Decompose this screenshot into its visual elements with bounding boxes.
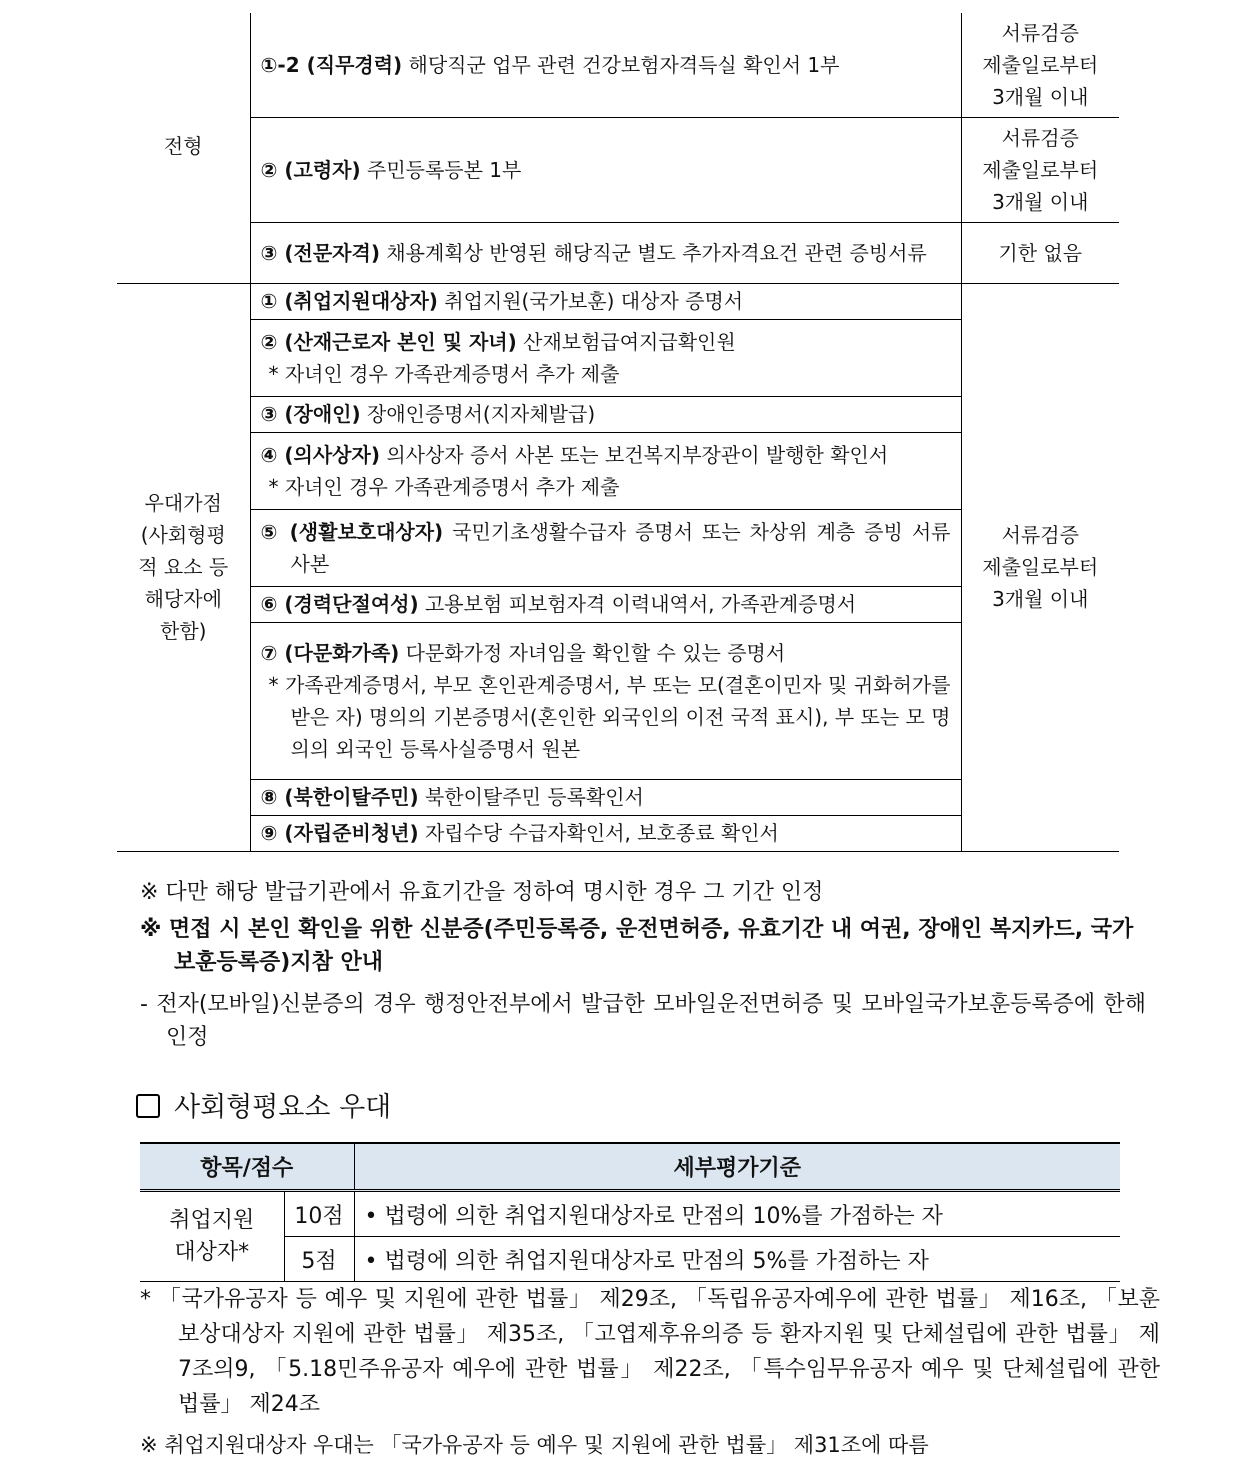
document-cell bbox=[250, 432, 961, 509]
table-row bbox=[117, 222, 1119, 283]
note-mobile-id: - 전자(모바일)신분증의 경우 행정안전부에서 발급한 모바일운전면허증 및 모바일국가보훈등록증에 한해 인정 bbox=[140, 992, 1146, 1050]
doc-text: 의사상자 증서 사본 또는 보건복지부장관이 발행한 확인서 bbox=[386, 442, 889, 467]
doc-text: 북한이탈주민 등록확인서 bbox=[424, 785, 644, 809]
table-row bbox=[117, 117, 1119, 222]
document-cell bbox=[250, 622, 961, 779]
deadline-cell: 서류검증 제출일로부터 3개월 이내 bbox=[961, 283, 1119, 851]
footnote-preference: ※ 취업지원대상자 우대는 「국가유공자 등 예우 및 지원에 관한 법률」 제31조에 따름 bbox=[140, 1433, 929, 1457]
points-cell: 5점 bbox=[284, 1237, 354, 1282]
doc-text: 산재보험급여지급확인원 bbox=[523, 329, 736, 354]
table-header-row bbox=[140, 1143, 1120, 1191]
document-cell bbox=[250, 509, 961, 586]
doc-note: * 가족관계증명서, 부모 혼인관계증명서, 부 또는 모(결혼이민자 및 귀화허가를 받은 자) 명의의 기본증명서(혼인한 외국인의 이전 국적 표시), 부 또는 모 명의의 외국인 등록사실증명서 원본 bbox=[268, 672, 951, 761]
doc-head: ①-2 (직무경력) bbox=[260, 52, 403, 77]
documents-table bbox=[117, 13, 1119, 852]
doc-note: * 자녀인 경우 가족관계증명서 추가 제출 bbox=[268, 474, 620, 499]
criteria-cell: • 법령에 의한 취업지원대상자로 만점의 10%를 가점하는 자 bbox=[354, 1191, 1120, 1237]
social-equity-table bbox=[140, 1142, 1120, 1282]
document-cell bbox=[250, 283, 961, 319]
document-cell bbox=[250, 13, 961, 117]
document-cell bbox=[250, 319, 961, 396]
doc-text: 취업지원(국가보훈) 대상자 증명서 bbox=[444, 289, 744, 313]
doc-head: ⑥ (경력단절여성) bbox=[260, 592, 419, 616]
doc-text: 고용보험 피보험자격 이력내역서, 가족관계증명서 bbox=[424, 592, 857, 616]
points-cell: 10점 bbox=[284, 1191, 354, 1237]
document-cell bbox=[250, 779, 961, 815]
table-row bbox=[117, 283, 1119, 319]
table-row bbox=[117, 13, 1119, 117]
doc-text: 자립수당 수급자확인서, 보호종료 확인서 bbox=[424, 821, 779, 845]
item-label: 취업지원 대상자* bbox=[140, 1191, 284, 1282]
deadline-cell: 서류검증 제출일로부터 3개월 이내 bbox=[961, 117, 1119, 222]
doc-head: ⑦ (다문화가족) bbox=[260, 640, 400, 665]
checkbox-square-icon bbox=[136, 1094, 160, 1118]
category-cell: 전형 bbox=[117, 13, 250, 283]
section-heading bbox=[136, 1085, 391, 1124]
doc-text: 해당직군 업무 관련 건강보험자격득실 확인서 1부 bbox=[408, 52, 840, 77]
doc-head: ⑧ (북한이탈주민) bbox=[260, 785, 419, 809]
doc-text: 다문화가정 자녀임을 확인할 수 있는 증명서 bbox=[405, 640, 786, 665]
header-criteria: 세부평가기준 bbox=[354, 1143, 1120, 1191]
doc-head: ② (고령자) bbox=[260, 157, 361, 182]
doc-text: 채용계획상 반영된 해당직군 별도 추가자격요건 관련 증빙서류 bbox=[386, 240, 927, 265]
deadline-cell: 기한 없음 bbox=[961, 222, 1119, 283]
document-cell bbox=[250, 815, 961, 851]
doc-head: ④ (의사상자) bbox=[260, 442, 380, 467]
doc-head: ① (취업지원대상자) bbox=[260, 289, 438, 313]
header-item-score: 항목/점수 bbox=[140, 1143, 354, 1191]
document-cell bbox=[250, 222, 961, 283]
doc-head: ③ (전문자격) bbox=[260, 240, 380, 265]
table-row bbox=[140, 1237, 1120, 1282]
criteria-cell: • 법령에 의한 취업지원대상자로 만점의 5%를 가점하는 자 bbox=[354, 1237, 1120, 1282]
category-cell: 우대가점 (사회형평 적 요소 등 해당자에 한함) bbox=[117, 283, 250, 851]
table-row bbox=[140, 1191, 1120, 1237]
note-validity: ※ 다만 해당 발급기관에서 유효기간을 정하여 명시한 경우 그 기간 인정 bbox=[140, 880, 824, 905]
doc-head: ② (산재근로자 본인 및 자녀) bbox=[260, 329, 517, 354]
note-id-required: ※ 면접 시 본인 확인을 위한 신분증(주민등록증, 운전면허증, 유효기간 내 여권, 장애인 복지카드, 국가보훈등록증)지참 안내 bbox=[140, 917, 1134, 975]
doc-note: * 자녀인 경우 가족관계증명서 추가 제출 bbox=[268, 361, 620, 386]
footnote-laws: * 「국가유공자 등 예우 및 지원에 관한 법률」 제29조, 「독립유공자예우에 관한 법률」 제16조, 「보훈보상대상자 지원에 관한 법률」 제35조, 「고엽제후유의증 등 환자지원 및 단체설립에 관한 법률」 제7조의9, 「5.18민주유공자 예우에 관한 법률」 제22조, 「특수임무유공자 예우 및 단체설립에 관한 법률」 제24조 bbox=[140, 1287, 1160, 1417]
deadline-cell: 서류검증 제출일로부터 3개월 이내 bbox=[961, 13, 1119, 117]
section-title: 사회형평요소 우대 bbox=[174, 1092, 392, 1123]
doc-text: 장애인증명서(지자체발급) bbox=[367, 402, 596, 426]
doc-head: ⑤ (생활보호대상자) bbox=[260, 519, 444, 544]
doc-text: 국민기초생활수급자 증명서 또는 차상위 계층 증빙 서류 사본 bbox=[290, 519, 951, 576]
document-cell bbox=[250, 396, 961, 432]
document-cell bbox=[250, 117, 961, 222]
document-cell bbox=[250, 586, 961, 622]
doc-head: ⑨ (자립준비청년) bbox=[260, 821, 419, 845]
doc-text: 주민등록등본 1부 bbox=[367, 157, 522, 182]
doc-head: ③ (장애인) bbox=[260, 402, 361, 426]
